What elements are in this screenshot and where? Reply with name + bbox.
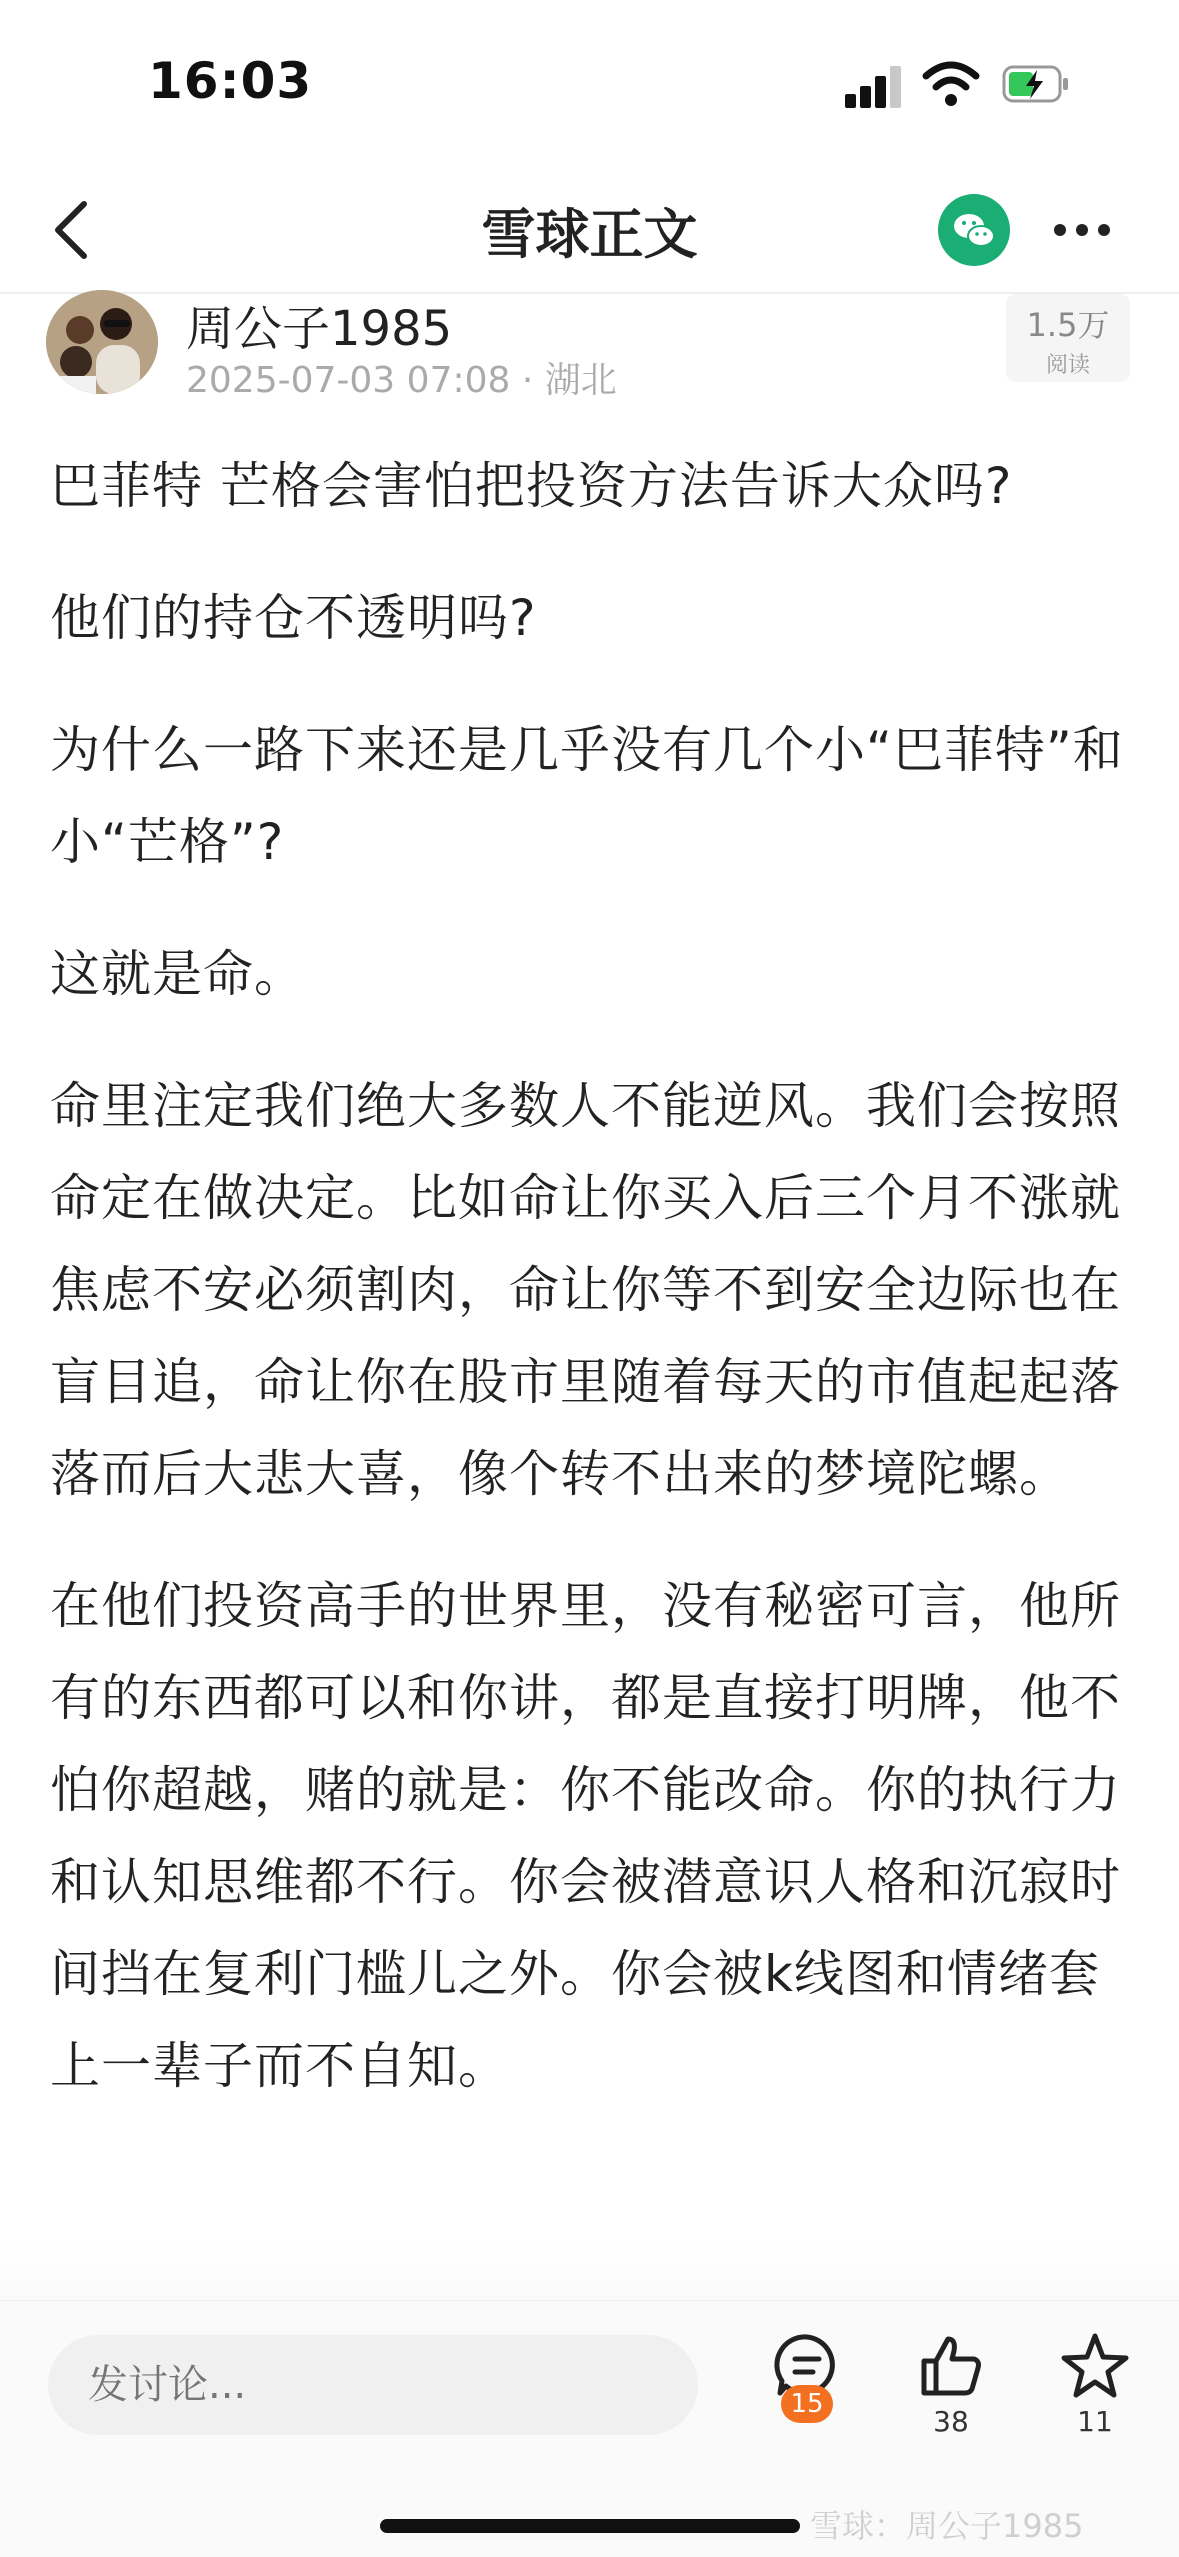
article-paragraph: 他们的持仓不透明吗?: [50, 589, 537, 647]
star-icon: [1060, 2331, 1130, 2401]
favorite-button[interactable]: [1040, 2331, 1150, 2461]
article-paragraph: 这就是命。: [50, 945, 305, 1003]
comment-input[interactable]: [48, 2335, 698, 2435]
scroll-fade: [0, 2240, 1179, 2300]
more-options-icon[interactable]: [1046, 198, 1118, 262]
author-name[interactable]: 周公子1985: [186, 301, 453, 357]
author-header: [0, 290, 1179, 400]
article-paragraph: 命里注定我们绝大多数人不能逆风。我们会按照命定在做决定。比如命让你买入后三个月不涨就焦虑不安必须割肉，命让你等不到安全边际也在盲目追，命让你在股市里随着每天的市值起起落落而后大悲大喜，像个转不出来的梦境陀螺。: [50, 1077, 1121, 1503]
comments-count-badge: 15: [781, 2385, 833, 2423]
views-label: 阅读: [1045, 353, 1090, 378]
article-paragraph: 在他们投资高手的世界里，没有秘密可言，他所有的东西都可以和你讲，都是直接打明牌，他不怕你超越，赌的就是：你不能改命。你的执行力和认知思维都不行。你会被潜意识人格和沉寂时间挡在复利门槛儿之外。你会被k线图和情绪套上一辈子而不自知。: [50, 1577, 1121, 2095]
battery-charging-icon: [1002, 64, 1070, 104]
cellular-signal-icon: [845, 66, 903, 108]
like-button[interactable]: [896, 2331, 1006, 2461]
home-indicator[interactable]: [380, 2519, 800, 2533]
likes-count: 38: [933, 2405, 969, 2438]
article-body: [50, 440, 1140, 2295]
views-badge: [1006, 294, 1130, 382]
post-meta: 2025-07-03 07:08 · 湖北: [186, 360, 617, 401]
status-bar: [0, 0, 1179, 150]
wechat-icon: [938, 194, 1010, 266]
status-time: 16:03: [148, 52, 313, 110]
views-count: 1.5万: [1026, 306, 1110, 344]
avatar[interactable]: [46, 290, 158, 394]
favorites-count: 11: [1077, 2405, 1113, 2438]
thumbs-up-icon: [916, 2331, 986, 2401]
wifi-icon: [922, 60, 980, 108]
comments-button[interactable]: [752, 2331, 862, 2461]
bottom-action-bar: [0, 2300, 1179, 2557]
watermark: 雪球：周公子1985: [810, 2507, 1084, 2545]
wechat-share-button[interactable]: [938, 194, 1010, 266]
article-paragraph: 为什么一路下来还是几乎没有几个小“巴菲特”和小“芒格”?: [50, 721, 1124, 871]
nav-bar: [0, 170, 1179, 290]
article-paragraph: 巴菲特 芒格会害怕把投资方法告诉大众吗?: [50, 457, 1013, 515]
page-title: 雪球正文: [481, 203, 698, 266]
